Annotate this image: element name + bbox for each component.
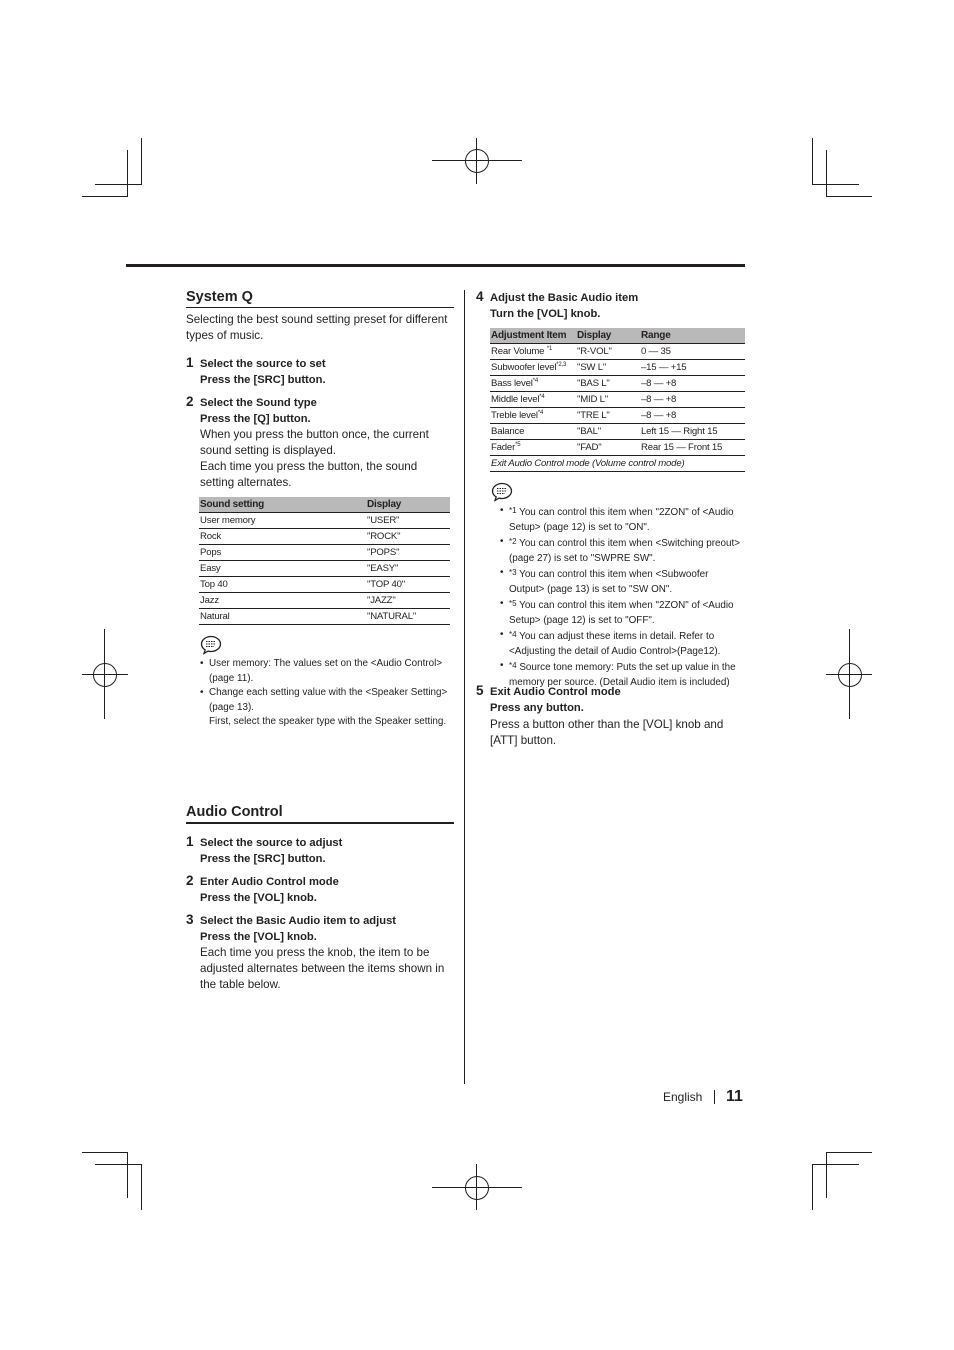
top-rule (126, 264, 745, 267)
note-item: • $^{*5}$ You can control this item when "2ZON" of <Audio Setup> (page 12) is set to "OFF". (500, 597, 746, 628)
ac-step1-title: Select the source to adjust (200, 837, 343, 849)
sound-setting-cell: Rock (199, 529, 366, 545)
table-row (199, 609, 450, 625)
ac-step3-action: Press the [VOL] knob. (200, 931, 317, 943)
audio-control-heading: Audio Control (186, 804, 283, 820)
display-cell: "EASY" (366, 561, 450, 577)
sound-setting-table (199, 497, 450, 625)
table-header: Display (366, 497, 450, 513)
display-cell: "ROCK" (366, 529, 450, 545)
sound-setting-cell: User memory (199, 513, 366, 529)
table-row (490, 344, 745, 360)
range-cell: Rear 15 — Front 15 (640, 440, 745, 456)
table-row (199, 545, 450, 561)
adjustment-item-cell: Bass level$^{*4}$ (490, 376, 576, 392)
table-row (199, 561, 450, 577)
step5-body: Press a button other than the [VOL] knob and [ATT] button. (490, 718, 724, 747)
table-header-row (490, 328, 745, 344)
sq-step1-title: Select the source to set (200, 358, 326, 370)
note-continuation: First, select the speaker type with the Speaker setting. (209, 716, 447, 727)
sound-setting-cell: Pops (199, 545, 366, 561)
ac-step2-number: 2 (186, 873, 194, 888)
adjustment-item-cell: Subwoofer level$^{*2,3}$ (490, 360, 576, 376)
table-row (490, 392, 745, 408)
table-header: Adjustment Item (490, 328, 576, 344)
sq-step2-body: When you press the button once, the current sound setting is displayed. Each time you press the button, the sound setting alternates. (200, 428, 429, 489)
footnote-mark: *4 (537, 410, 544, 416)
ac-step3-number: 3 (186, 912, 194, 927)
ac-step1-number: 1 (186, 834, 194, 849)
table-row (490, 360, 745, 376)
adjustment-item-cell: Rear Volume $^{*1}$ (490, 344, 576, 360)
range-cell: –8 — +8 (640, 408, 745, 424)
adjustment-item-cell: Middle level$^{*4}$ (490, 392, 576, 408)
sq-step1-action: Press the [SRC] button. (200, 374, 326, 386)
table-header: Range (640, 328, 745, 344)
footnote-mark: *1 (509, 506, 517, 515)
step5-action: Press any button. (490, 702, 584, 714)
step4-action: Turn the [VOL] knob. (490, 308, 601, 320)
note-item: • Change each setting value with the <Speaker Setting> (page 13). First, select the speaker type with the Speaker setting. (200, 686, 454, 730)
footer-language: English (663, 1090, 703, 1104)
table-row (490, 424, 745, 440)
table-row (199, 593, 450, 609)
sq-step1-number: 1 (186, 355, 194, 370)
step4-number: 4 (476, 289, 484, 304)
range-cell: –8 — +8 (640, 376, 745, 392)
sound-setting-cell: Top 40 (199, 577, 366, 593)
page-number: 11 (726, 1088, 743, 1105)
note-item: • $^{*4}$ You can adjust these items in detail. Refer to <Adjusting the detail of Audio Control>(Page12). (500, 628, 746, 659)
table-footer-row (490, 456, 745, 472)
step5-title: Exit Audio Control mode (490, 686, 621, 698)
range-cell: 0 — 35 (640, 344, 745, 360)
adjustment-item-cell: Treble level$^{*4}$ (490, 408, 576, 424)
sound-setting-cell: Natural (199, 609, 366, 625)
table-row (490, 408, 745, 424)
table-header-row (199, 497, 450, 513)
sound-setting-cell: Easy (199, 561, 366, 577)
display-cell: "FAD" (576, 440, 640, 456)
note-item: • $^{*3}$ You can control this item when <Subwoofer Output> (page 13) is set to "SW ON". (500, 566, 746, 597)
footnote-mark: *3 (509, 568, 517, 577)
sound-setting-cell: Jazz (199, 593, 366, 609)
ac-step3-title: Select the Basic Audio item to adjust (200, 915, 397, 927)
footnote-mark: *5 (515, 442, 521, 448)
display-cell: "USER" (366, 513, 450, 529)
display-cell: "TOP 40" (366, 577, 450, 593)
note-item: • User memory: The values set on the <Audio Control> (page 11). (200, 657, 454, 686)
footnote-mark: *2 (509, 537, 517, 546)
note-item: • $^{*1}$ You can control this item when "2ZON" of <Audio Setup> (page 12) is set to "ON". (500, 504, 746, 535)
adjustment-item-cell: Fader$^{*5}$ (490, 440, 576, 456)
ac-step2-title: Enter Audio Control mode (200, 876, 339, 888)
note-item: • $^{*2}$ You can control this item when <Switching preout> (page 27) is set to "SWPRE SW". (500, 535, 746, 566)
audio-control-notes (500, 504, 746, 690)
range-cell: Left 15 — Right 15 (640, 424, 745, 440)
footnote-mark: *4 (532, 378, 539, 384)
audio-control-heading-rule (186, 822, 454, 824)
display-cell: "JAZZ" (366, 593, 450, 609)
footnote-mark: *2,3 (556, 362, 567, 368)
display-cell: "NATURAL" (366, 609, 450, 625)
table-footer: Exit Audio Control mode (Volume control mode) (490, 456, 745, 472)
table-row (490, 376, 745, 392)
note-icon (200, 635, 222, 655)
note-item: • $^{*4}$ Source tone memory: Puts the set up value in the memory per source. (Detail Audio item is included) (500, 659, 746, 690)
table-header: Display (576, 328, 640, 344)
step4-title: Adjust the Basic Audio item (490, 292, 639, 304)
table-row (490, 440, 745, 456)
footnote-mark: *5 (509, 599, 517, 608)
range-cell: –8 — +8 (640, 392, 745, 408)
system-q-heading: System Q (186, 289, 253, 305)
display-cell: "R-VOL" (576, 344, 640, 360)
display-cell: "BAL" (576, 424, 640, 440)
footnote-mark: *4 (509, 661, 517, 670)
table-header: Sound setting (199, 497, 366, 513)
footnote-mark: *1 (546, 346, 553, 352)
column-divider (464, 290, 465, 1084)
footnote-mark: *4 (539, 394, 545, 400)
sq-step2-action: Press the [Q] button. (200, 413, 311, 425)
system-q-intro: Selecting the best sound setting preset for different types of music. (186, 313, 448, 342)
system-q-heading-rule (186, 307, 454, 308)
step5-number: 5 (476, 683, 484, 698)
table-row (199, 513, 450, 529)
display-cell: "BAS L" (576, 376, 640, 392)
note-icon (491, 482, 513, 502)
display-cell: "SW L" (576, 360, 640, 376)
footnote-mark: *4 (509, 630, 517, 639)
display-cell: "MID L" (576, 392, 640, 408)
footer-separator (714, 1090, 715, 1104)
display-cell: "TRE L" (576, 408, 640, 424)
table-row (199, 577, 450, 593)
adjustment-item-cell: Balance (490, 424, 576, 440)
audio-adjustment-table (490, 328, 745, 472)
display-cell: "POPS" (366, 545, 450, 561)
table-row (199, 529, 450, 545)
sq-step2-number: 2 (186, 394, 194, 409)
system-q-notes (200, 657, 454, 730)
ac-step1-action: Press the [SRC] button. (200, 853, 326, 865)
range-cell: –15 — +15 (640, 360, 745, 376)
ac-step2-action: Press the [VOL] knob. (200, 892, 317, 904)
sq-step2-title: Select the Sound type (200, 397, 317, 409)
ac-step3-body: Each time you press the knob, the item to be adjusted alternates between the items shown in the table below. (200, 946, 445, 991)
